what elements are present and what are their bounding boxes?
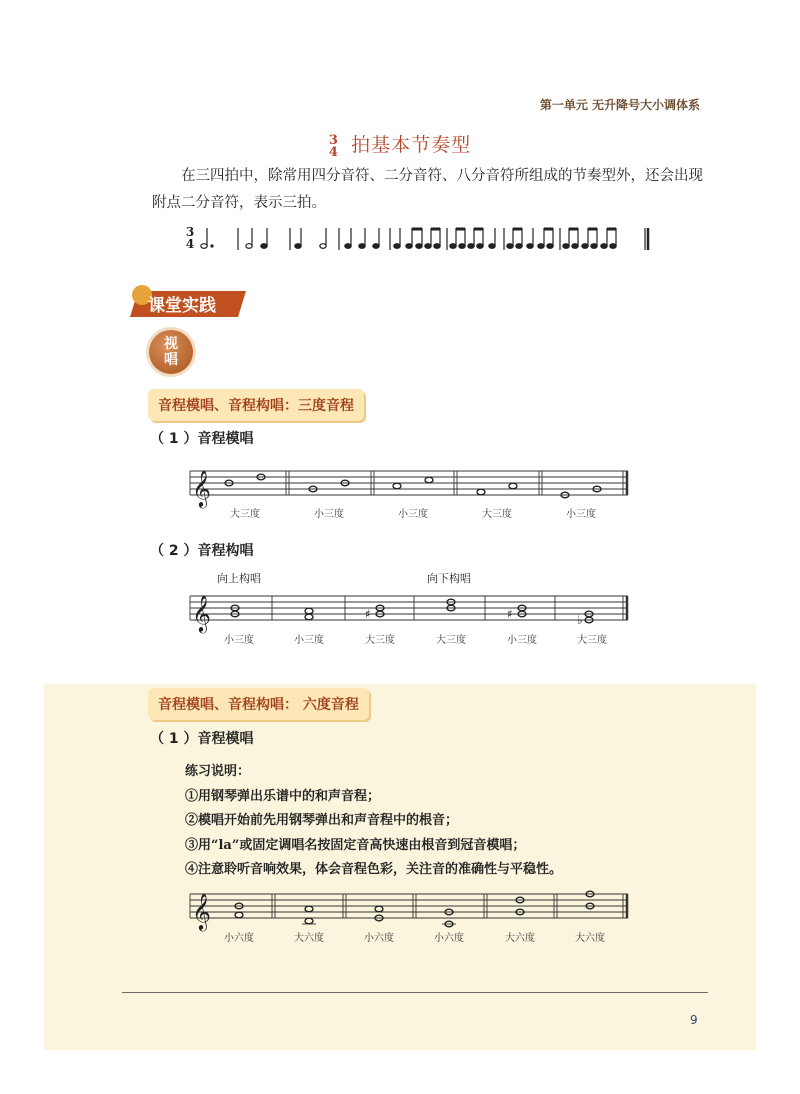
section2-part1-heading: （ 1 ）音程模唱 <box>150 731 254 747</box>
practice-notes <box>185 760 685 883</box>
treble-clef-icon: 𝄞 <box>192 892 211 930</box>
interval-label: 大三度 <box>436 635 466 646</box>
intro-paragraph: 在三四拍中，除常用四分音符、二分音符、八分音符所组成的节奏型外，还会出现附点二分音符，表示三拍。 <box>152 168 703 211</box>
direction-down-label: 向下构唱 <box>427 572 471 585</box>
rhythm-time-bottom: 4 <box>185 237 195 251</box>
staff-third-intervals-1 <box>185 465 635 523</box>
note-item: ④注意聆听音响效果，体会音程色彩，关注音的准确性与平稳性。 <box>185 862 563 877</box>
interval-label: 小三度 <box>507 635 537 646</box>
notes-title: 练习说明： <box>185 764 251 779</box>
interval-label: 小三度 <box>314 509 344 520</box>
staff-sixth-intervals <box>185 886 635 948</box>
sing-icon-line1: 视 <box>164 336 178 352</box>
chapter-header: 第一单元 无升降号大小调体系 <box>539 98 700 112</box>
note-item: ②模唱开始前先用钢琴弹出和声音程中的根音； <box>185 813 459 828</box>
sing-icon-line2: 唱 <box>164 352 178 368</box>
interval-label: 小六度 <box>224 933 254 944</box>
rhythm-pattern-line <box>185 222 665 254</box>
note-item: ①用钢琴弹出乐谱中的和声音程； <box>185 788 381 804</box>
interval-label: 大三度 <box>230 509 260 520</box>
rhythm-time-top: 3 <box>185 225 195 239</box>
treble-clef-icon: 𝄞 <box>192 469 211 507</box>
interval-label: 小三度 <box>566 509 596 520</box>
sight-singing-icon <box>149 330 193 374</box>
flat-icon: ♭ <box>577 613 583 627</box>
page-number: 9 <box>690 1013 698 1027</box>
sharp-icon: ♯ <box>365 607 371 621</box>
interval-label: 大三度 <box>577 635 607 646</box>
footer-divider <box>122 992 708 993</box>
title-text: 拍基本节奏型 <box>351 134 472 156</box>
interval-label: 大六度 <box>505 933 535 944</box>
note-item: ③用“la”或固定调唱名按固定音高快速由根音到冠音模唱； <box>185 837 526 853</box>
interval-label: 大三度 <box>482 509 512 520</box>
title-time-signature: 3 4 <box>328 132 338 160</box>
section1-part1-heading: （ 1 ）音程模唱 <box>150 431 254 447</box>
interval-label: 小六度 <box>434 933 464 944</box>
section1-part2-heading: （ 2 ）音程构唱 <box>150 543 254 559</box>
section1-title: 音程模唱、音程构唱：三度音程 <box>148 389 364 421</box>
interval-label: 大三度 <box>365 635 395 646</box>
direction-up-label: 向上构唱 <box>217 572 261 585</box>
treble-clef-icon: 𝄞 <box>192 594 211 632</box>
section-title <box>0 130 800 159</box>
interval-label: 小三度 <box>398 509 428 520</box>
interval-label: 大六度 <box>575 933 605 944</box>
section2-title: 音程模唱、音程构唱： 六度音程 <box>148 688 369 720</box>
staff-third-intervals-2 <box>185 570 635 650</box>
classroom-practice-badge <box>128 283 258 323</box>
interval-label: 大六度 <box>294 933 324 944</box>
sharp-icon: ♯ <box>507 607 513 621</box>
interval-label: 小三度 <box>294 635 324 646</box>
interval-label: 小六度 <box>364 933 394 944</box>
badge-text: 课堂实践 <box>148 296 216 316</box>
interval-label: 小三度 <box>224 635 254 646</box>
